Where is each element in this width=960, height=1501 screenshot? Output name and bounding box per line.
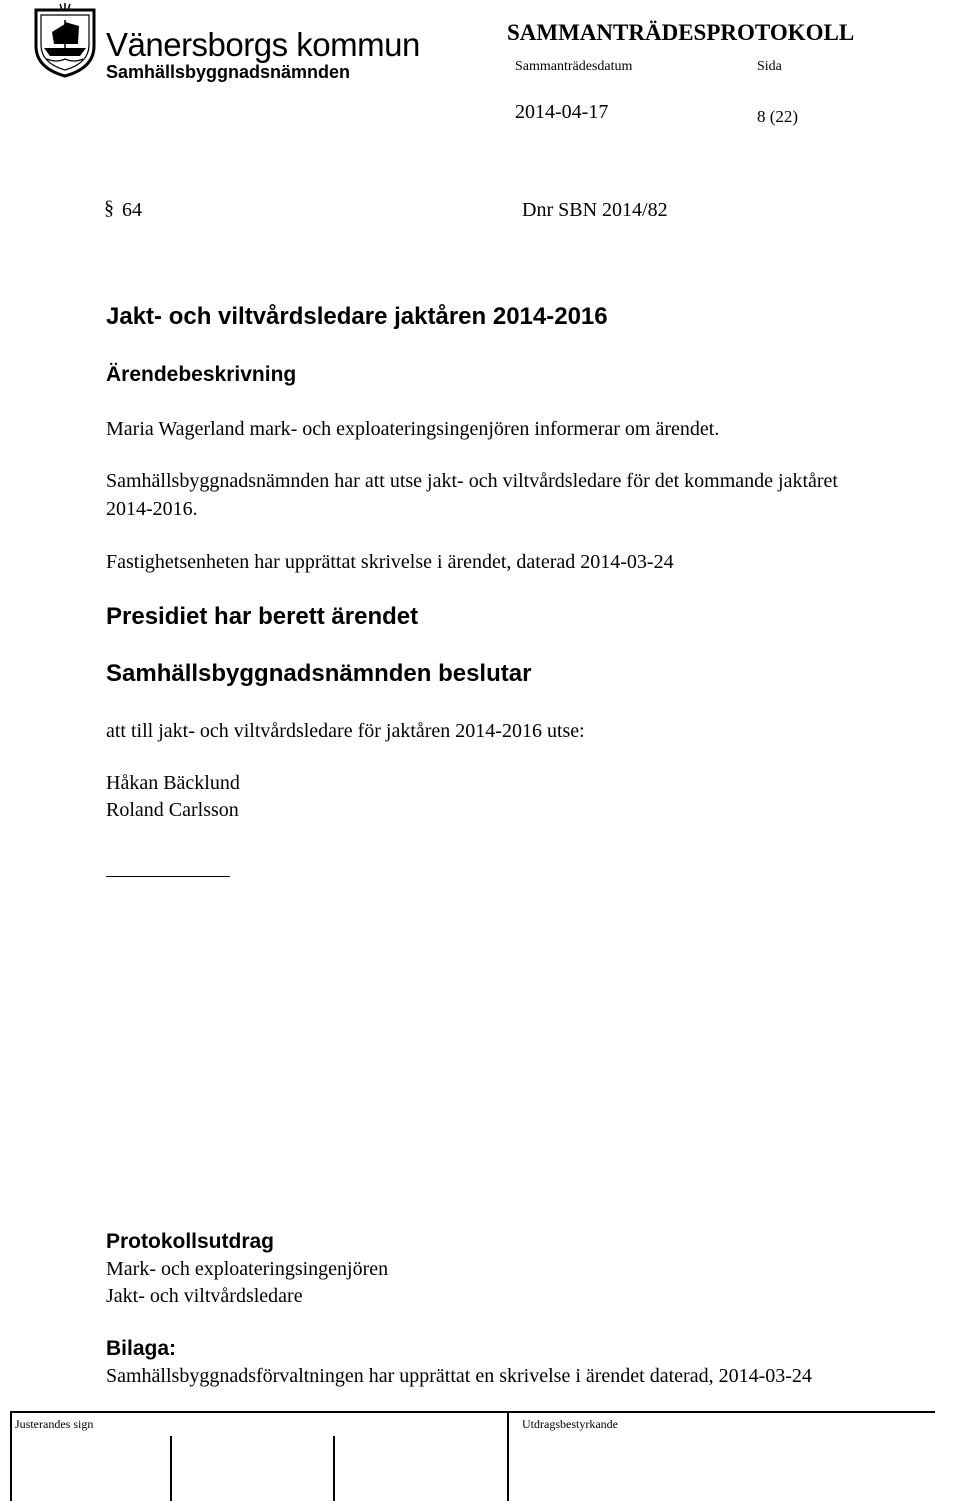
meeting-date-label: Sammanträdesdatum xyxy=(515,59,633,74)
decision-text: att till jakt- och viltvårdsledare för jaktåren 2014-2016 utse: xyxy=(106,720,585,742)
adjuster-signature-label: Justerandes sign xyxy=(15,1417,94,1431)
org-name: Vänersborgs kommun xyxy=(106,26,420,63)
description-heading: Ärendebeskrivning xyxy=(106,363,297,386)
municipality-coat-of-arms-logo xyxy=(32,2,98,78)
paragraph-number: 64 xyxy=(122,199,142,221)
meeting-date: 2014-04-17 xyxy=(515,101,609,123)
footer-divider xyxy=(10,1411,12,1501)
paragraph-sign: § xyxy=(104,197,114,219)
extract-recipient: Mark- och exploateringsingenjören xyxy=(106,1258,389,1280)
footer-divider xyxy=(170,1436,172,1501)
decision-heading: Samhällsbyggnadsnämnden beslutar xyxy=(106,660,532,687)
document-type: SAMMANTRÄDESPROTOKOLL xyxy=(507,20,855,45)
case-number: Dnr SBN 2014/82 xyxy=(522,199,668,221)
footer-divider xyxy=(507,1411,509,1501)
appointed-name: Håkan Bäcklund xyxy=(106,772,240,794)
extract-recipient: Jakt- och viltvårdsledare xyxy=(106,1285,303,1307)
footer-divider xyxy=(333,1436,335,1501)
attachment-heading: Bilaga: xyxy=(106,1337,177,1360)
attachment-text: Samhällsbyggnadsförvaltningen har upprättat en skrivelse i ärendet daterad, 2014-03-24 xyxy=(106,1365,812,1387)
section-divider xyxy=(106,876,230,877)
description-paragraph-3: Fastighetsenheten har upprättat skrivelse i ärendet, daterad 2014-03-24 xyxy=(106,551,674,573)
case-title: Jakt- och viltvårdsledare jaktåren 2014-2016 xyxy=(106,303,608,330)
presidium-heading: Presidiet har berett ärendet xyxy=(106,603,419,630)
page-label: Sida xyxy=(757,59,782,74)
description-paragraph-1: Maria Wagerland mark- och exploateringsingenjören informerar om ärendet. xyxy=(106,418,720,440)
footer-top-rule xyxy=(10,1411,935,1413)
description-paragraph-2-line-2: 2014-2016. xyxy=(106,498,198,520)
page-number: 8 (22) xyxy=(757,107,799,126)
extract-certification-label: Utdragsbestyrkande xyxy=(522,1417,618,1431)
description-paragraph-2-line-1: Samhällsbyggnadsnämnden har att utse jakt- och viltvårdsledare för det kommande jaktåret xyxy=(106,470,838,492)
appointed-name: Roland Carlsson xyxy=(106,799,239,821)
committee-name: Samhällsbyggnadsnämnden xyxy=(106,62,351,82)
extract-heading: Protokollsutdrag xyxy=(106,1230,275,1253)
